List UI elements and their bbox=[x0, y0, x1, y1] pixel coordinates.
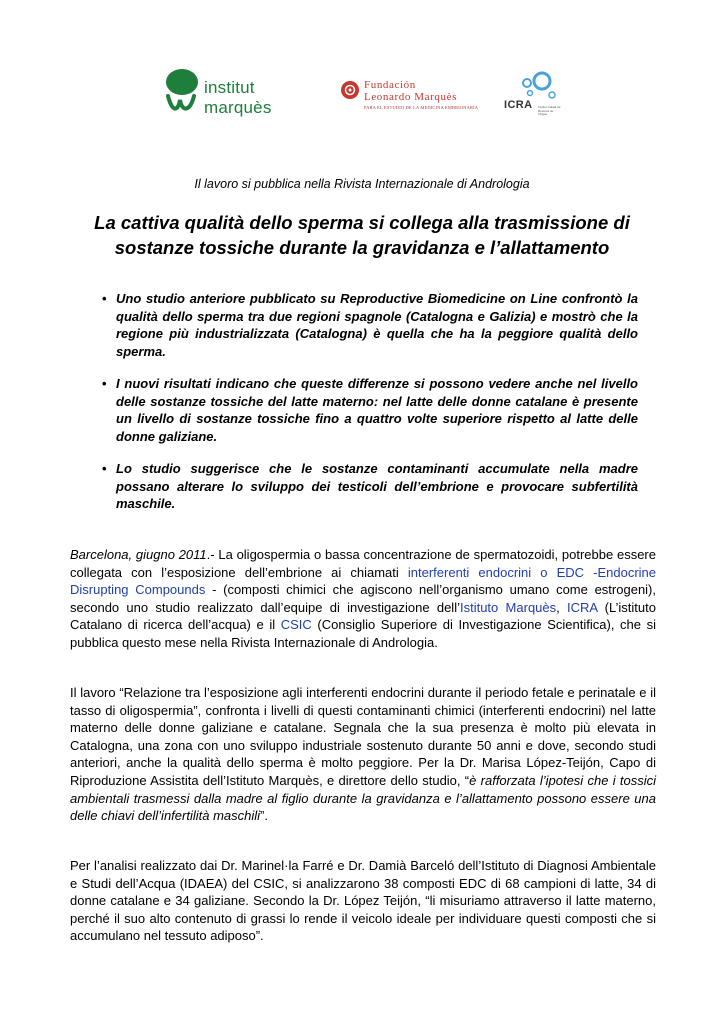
key-point-text: Uno studio anteriore pubblicato su Reproductive Biomedicine on Line confrontò la qualità dello sperma tra due regioni spagnole (Catalogna e Galizia) e mostrò che la regione più industrializzata (Catalogna) è quella che ha la peggiore qualità dello sperma. bbox=[116, 291, 638, 359]
p1-text-1: .- La oligospermia o bassa concentrazione de spermatozoidi, potrebbe essere collegata con l’esposizione dell’embrione ai chiamati bbox=[70, 547, 656, 580]
institut-marques-wordmark: institut marquès bbox=[204, 78, 272, 117]
document-title: La cattiva qualità dello sperma si collega alla trasmissione di sostanze tossiche durante la gravidanza e l’allattamento bbox=[94, 212, 630, 258]
fundacion-tagline: PARA EL ESTUDIO DE LA MEDICINA EMBRIONARIA bbox=[364, 105, 479, 110]
bullet-icon: • bbox=[102, 291, 107, 306]
p1-text-3: , bbox=[556, 599, 568, 615]
bullet-icon: • bbox=[102, 376, 107, 391]
body-paragraph-3: Per l’analisi realizzato dai Dr. Marinel·la Farré e Dr. Damià Barceló dell’Istituto di Diagnosi Ambientale e Studi dell’Acqua (IDAEA) del CSIC, si analizzarono 38 composti EDC di 68 campioni di latte, 34 di donne catalane e 34 galiziane. Secondo la Dr. López Teijón, “li misuriamo attraverso il latte materno, perché il suo alto contenuto di grassi lo rende il veicolo ideale per individuare questi composti che si accumulano nel tessuto adiposo”. bbox=[70, 858, 656, 944]
key-point-text: I nuovi risultati indicano che queste differenze si possono vedere anche nel livello delle sostanze tossiche del latte materno: nel latte delle donne catalane è presente un livello di sostanze tossiche fino a quattro volte superiore rispetto al latte delle donne galiziane. bbox=[116, 376, 638, 444]
p2-text-2: ”. bbox=[260, 808, 268, 824]
logo-bar bbox=[0, 66, 724, 126]
link-interferenti-endocrini[interactable]: interferenti endocrini o EDC -Endocrine Disrupting Compounds bbox=[70, 564, 656, 598]
p2-quote: è rafforzata l’ipotesi che i tossici ambientali trasmessi dalla madre al figlio durante la gravidanza e l’allattamento possono essere una delle chiavi dell’infertilità maschili bbox=[70, 772, 656, 824]
key-point-item bbox=[102, 290, 638, 360]
fundacion-line1: Fundación bbox=[364, 79, 416, 91]
fundacion-leonardo-marques-logo bbox=[340, 78, 485, 118]
p2-text-1: Il lavoro “Relazione tra l’esposizione agli interferenti endocrini durante il periodo fetale e perinatale e il tasso di oligospermia”, confronta i livelli di questi contaminanti chimici (interferenti endocrini) nel latte materno delle donne galiziane e catalane. Segnala che la sua presenza è molto più elevata in Catalogna, una zona con uno sviluppo industriale sostenuto durante 50 anni e dove, secondo studi anteriori, anche la qualità dello sperma è molto peggiore. Per la Dr. Marisa López-Teijón, Capo di Riproduzione Assistita dell’Istituto Marquès, e direttore dello studio, “ bbox=[70, 685, 656, 788]
fundacion-line2: Leonardo Marquès bbox=[364, 91, 457, 103]
icra-bubbles-icon bbox=[500, 70, 562, 100]
link-csic[interactable]: CSIC bbox=[280, 617, 312, 633]
body-paragraph-1 bbox=[70, 546, 656, 652]
institut-marques-logo bbox=[160, 66, 320, 116]
link-icra[interactable]: ICRA bbox=[567, 599, 598, 615]
document-subtitle: Il lavoro si pubblica nella Rivista Internazionale di Andrologia bbox=[194, 177, 530, 191]
institut-marques-emblem-icon bbox=[160, 66, 204, 116]
fundacion-emblem-icon bbox=[340, 80, 360, 100]
icra-wordmark: ICRA bbox=[504, 99, 533, 111]
icra-subtitle: Institut Català de Recerca de l'Aigua bbox=[538, 105, 561, 117]
icra-logo bbox=[500, 70, 562, 128]
key-point-text: Lo studio suggerisce che le sostanze contaminanti accumulate nella madre possano alterare lo sviluppo dei testicoli dell’embrione e provocare subfertilità maschile. bbox=[116, 461, 638, 511]
key-point-item bbox=[102, 375, 638, 445]
p1-text-2: - (composti chimici che agiscono nell’organismo umano come estrogeni), secondo uno studio realizzato dall’equipe di investigazione dell’ bbox=[70, 582, 656, 615]
link-istituto-marques[interactable]: Istituto Marquès bbox=[459, 599, 557, 615]
p1-text-4: (L’istituto Catalano di ricerca dell’acqua) e il bbox=[70, 599, 656, 633]
key-points-list bbox=[102, 290, 638, 528]
dateline: Barcelona, giugno 2011 bbox=[70, 547, 207, 562]
bullet-icon: • bbox=[102, 461, 107, 476]
key-point-item bbox=[102, 460, 638, 513]
body-paragraph-2 bbox=[70, 684, 656, 825]
p1-text-5: (Consiglio Superiore di Investigazione Scientifica), che si pubblica questo mese nella Rivista Internazionale di Andrologia. bbox=[70, 617, 656, 650]
